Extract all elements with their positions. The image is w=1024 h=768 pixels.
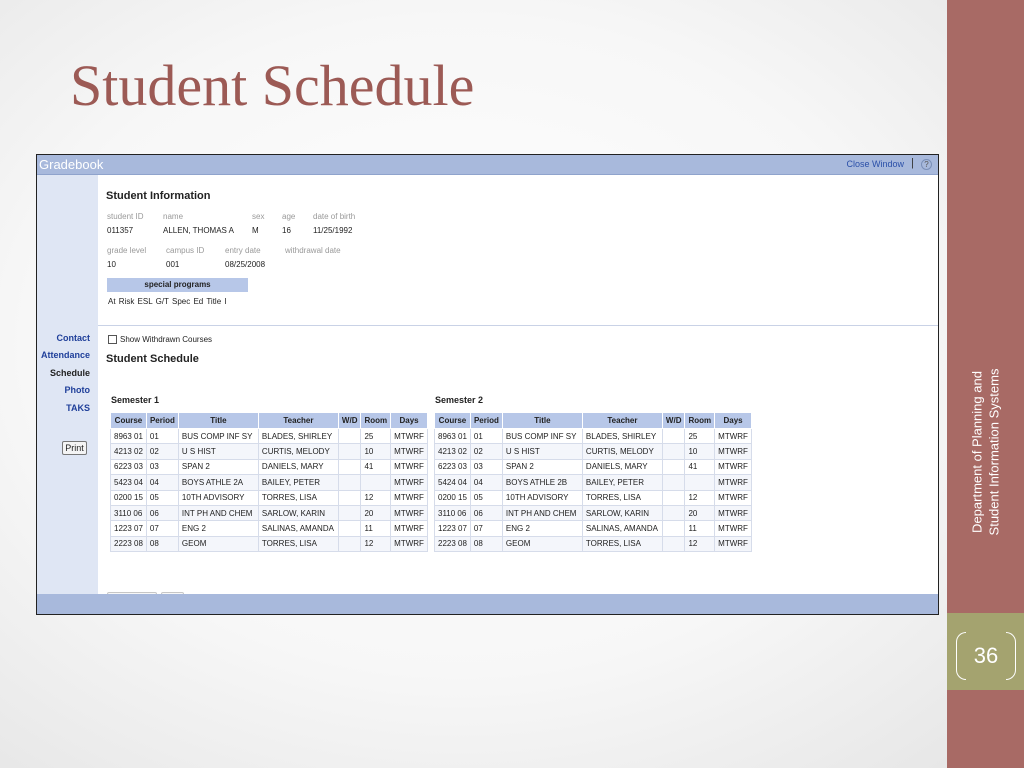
table-cell: MTWRF [715, 444, 752, 459]
table-cell: 20 [361, 505, 391, 520]
table-cell: MTWRF [391, 536, 428, 551]
table-row [435, 536, 752, 551]
table-cell: TORRES, LISA [582, 490, 662, 505]
student-info-heading: Student Information [106, 190, 211, 202]
table-cell: MTWRF [391, 444, 428, 459]
table-cell: 41 [361, 459, 391, 474]
table-cell: 6223 03 [111, 459, 147, 474]
table-cell: SALINAS, AMANDA [582, 521, 662, 536]
right-bracket-icon [1006, 632, 1016, 680]
page-number-badge [956, 632, 1016, 680]
table-cell: INT PH AND CHEM [502, 505, 582, 520]
header-separator: | [911, 157, 914, 169]
table-cell: 06 [146, 505, 178, 520]
table-cell: MTWRF [715, 490, 752, 505]
table-cell: DANIELS, MARY [582, 459, 662, 474]
department-line-2: Student Information Systems [986, 368, 1002, 536]
table-cell: SARLOW, KARIN [258, 505, 338, 520]
table-cell: 25 [361, 429, 391, 444]
dob-label: date of birth [313, 212, 356, 221]
table-cell: MTWRF [715, 459, 752, 474]
table-cell [662, 459, 685, 474]
table-cell: 03 [470, 459, 502, 474]
table-cell: 0200 15 [111, 490, 147, 505]
table-cell [338, 429, 361, 444]
grade-level-label: grade level [107, 246, 147, 255]
table-cell: SALINAS, AMANDA [258, 521, 338, 536]
sex-label: sex [252, 212, 265, 221]
table-cell: MTWRF [715, 429, 752, 444]
entry-date-label: entry date [225, 246, 261, 255]
table-cell: GEOM [178, 536, 258, 551]
table-cell [662, 536, 685, 551]
name-label: name [163, 212, 184, 221]
age-value: 16 [282, 226, 291, 235]
table-cell: 8963 01 [111, 429, 147, 444]
table-cell: 1223 07 [435, 521, 471, 536]
table-cell: 04 [146, 475, 178, 490]
table-cell: SARLOW, KARIN [582, 505, 662, 520]
show-withdrawn-label[interactable]: Show Withdrawn Courses [120, 335, 213, 344]
table-cell: 08 [146, 536, 178, 551]
slide-title: Student Schedule [70, 53, 475, 118]
table-row [111, 490, 428, 505]
table-row [435, 521, 752, 536]
table-cell: 5423 04 [111, 475, 147, 490]
table-row [111, 536, 428, 551]
table-cell: 11 [685, 521, 715, 536]
table-cell: MTWRF [391, 521, 428, 536]
table-cell: 08 [470, 536, 502, 551]
table-cell: TORRES, LISA [258, 536, 338, 551]
table-cell: 8963 01 [435, 429, 471, 444]
column-header-title: Title [178, 413, 258, 429]
table-row [111, 459, 428, 474]
semester-2-table [434, 412, 752, 552]
table-cell [361, 475, 391, 490]
column-header-course: Course [111, 413, 147, 429]
department-caption [955, 352, 1015, 552]
sidebar [37, 175, 98, 594]
table-cell: 4213 02 [111, 444, 147, 459]
table-cell: BAILEY, PETER [258, 475, 338, 490]
table-cell: 0200 15 [435, 490, 471, 505]
table-cell: 07 [470, 521, 502, 536]
nav-schedule[interactable]: Schedule [49, 368, 90, 378]
table-cell: 12 [685, 490, 715, 505]
column-header-course: Course [435, 413, 471, 429]
table-cell [338, 444, 361, 459]
age-label: age [282, 212, 296, 221]
gradebook-window [36, 154, 939, 615]
table-cell: 10 [361, 444, 391, 459]
table-cell: 01 [470, 429, 502, 444]
column-header-period: Period [470, 413, 502, 429]
table-cell [662, 521, 685, 536]
student-id-label: student ID [107, 212, 144, 221]
table-cell: BUS COMP INF SY [178, 429, 258, 444]
column-header-teacher: Teacher [582, 413, 662, 429]
column-header-days: Days [391, 413, 428, 429]
column-header-days: Days [715, 413, 752, 429]
table-cell: 20 [685, 505, 715, 520]
table-row [435, 429, 752, 444]
window-footer [37, 594, 939, 615]
special-programs-heading: special programs [107, 278, 248, 292]
withdrawal-date-label: withdrawal date [285, 246, 341, 255]
table-cell: MTWRF [715, 475, 752, 490]
nav-contact[interactable]: Contact [56, 333, 90, 343]
table-cell: MTWRF [715, 521, 752, 536]
table-cell [338, 490, 361, 505]
entry-date-value: 08/25/2008 [225, 260, 266, 269]
table-cell [685, 475, 715, 490]
table-row [111, 505, 428, 520]
table-cell: BOYS ATHLE 2A [178, 475, 258, 490]
show-withdrawn-checkbox[interactable] [108, 335, 117, 344]
department-line-1: Department of Planning and [969, 371, 985, 533]
table-cell: 05 [470, 490, 502, 505]
table-cell: 10 [685, 444, 715, 459]
column-header-wd: W/D [662, 413, 685, 429]
table-cell: TORRES, LISA [582, 536, 662, 551]
table-cell: 12 [685, 536, 715, 551]
column-header-room: Room [361, 413, 391, 429]
table-cell: 2223 08 [111, 536, 147, 551]
page-number: 36 [973, 643, 999, 668]
table-header-row [435, 413, 752, 429]
table-cell: U S HIST [178, 444, 258, 459]
table-row [435, 459, 752, 474]
nav-taks[interactable]: TAKS [66, 403, 90, 413]
table-cell: 04 [470, 475, 502, 490]
semester-1-table [110, 412, 428, 552]
table-cell: MTWRF [391, 459, 428, 474]
table-cell: TORRES, LISA [258, 490, 338, 505]
column-header-room: Room [685, 413, 715, 429]
table-cell: CURTIS, MELODY [582, 444, 662, 459]
table-cell: 05 [146, 490, 178, 505]
window-header [37, 155, 938, 175]
table-cell: BOYS ATHLE 2B [502, 475, 582, 490]
dob-value: 11/25/1992 [313, 226, 353, 235]
table-cell [662, 429, 685, 444]
table-cell: 6223 03 [435, 459, 471, 474]
table-row [111, 521, 428, 536]
table-cell: MTWRF [391, 475, 428, 490]
table-cell: 06 [470, 505, 502, 520]
table-cell: MTWRF [391, 429, 428, 444]
table-cell [338, 521, 361, 536]
table-cell: 4213 02 [435, 444, 471, 459]
table-cell: INT PH AND CHEM [178, 505, 258, 520]
column-header-wd: W/D [338, 413, 361, 429]
table-cell: ENG 2 [178, 521, 258, 536]
table-cell: CURTIS, MELODY [258, 444, 338, 459]
table-cell: BAILEY, PETER [582, 475, 662, 490]
table-row [111, 444, 428, 459]
table-cell: ENG 2 [502, 521, 582, 536]
table-cell: 12 [361, 536, 391, 551]
semester-1-label: Semester 1 [111, 395, 160, 405]
table-cell: 3110 06 [111, 505, 147, 520]
table-cell: SPAN 2 [502, 459, 582, 474]
table-cell: 41 [685, 459, 715, 474]
table-cell [662, 505, 685, 520]
table-cell [338, 505, 361, 520]
table-cell: BLADES, SHIRLEY [582, 429, 662, 444]
close-window-link[interactable]: Close Window [846, 159, 904, 169]
table-cell [338, 475, 361, 490]
semester-2-label: Semester 2 [435, 395, 484, 405]
campus-id-label: campus ID [166, 246, 205, 255]
grade-level-value: 10 [107, 260, 116, 269]
print-button[interactable]: Print [62, 441, 87, 455]
table-row [111, 429, 428, 444]
table-row [435, 490, 752, 505]
table-cell: 5424 04 [435, 475, 471, 490]
table-row [435, 475, 752, 490]
table-cell: 11 [361, 521, 391, 536]
column-header-title: Title [502, 413, 582, 429]
table-cell: 2223 08 [435, 536, 471, 551]
main-content [98, 175, 939, 594]
special-programs-list: At Risk ESL G/T Spec Ed Title I [108, 297, 227, 306]
help-icon[interactable]: ? [921, 159, 932, 170]
table-cell: 25 [685, 429, 715, 444]
table-cell [662, 475, 685, 490]
table-cell: 01 [146, 429, 178, 444]
column-header-teacher: Teacher [258, 413, 338, 429]
table-cell: DANIELS, MARY [258, 459, 338, 474]
student-schedule-heading: Student Schedule [106, 353, 199, 365]
table-cell [338, 536, 361, 551]
column-header-period: Period [146, 413, 178, 429]
table-cell: 3110 06 [435, 505, 471, 520]
table-cell: 02 [470, 444, 502, 459]
table-cell: 02 [146, 444, 178, 459]
table-cell: 10TH ADVISORY [178, 490, 258, 505]
table-cell: 12 [361, 490, 391, 505]
table-cell: U S HIST [502, 444, 582, 459]
table-row [111, 475, 428, 490]
table-cell: MTWRF [391, 490, 428, 505]
left-bracket-icon [956, 632, 966, 680]
table-cell [662, 444, 685, 459]
table-cell [338, 459, 361, 474]
app-name: Gradebook [39, 157, 104, 172]
sex-value: M [252, 226, 259, 235]
table-cell: BLADES, SHIRLEY [258, 429, 338, 444]
name-value: ALLEN, THOMAS A [163, 226, 234, 235]
table-header-row [111, 413, 428, 429]
nav-photo[interactable]: Photo [64, 385, 90, 395]
table-cell: 10TH ADVISORY [502, 490, 582, 505]
table-cell: GEOM [502, 536, 582, 551]
table-cell: MTWRF [391, 505, 428, 520]
table-cell: BUS COMP INF SY [502, 429, 582, 444]
table-row [435, 505, 752, 520]
student-id-value: 011357 [107, 226, 134, 235]
table-cell: 03 [146, 459, 178, 474]
table-cell: SPAN 2 [178, 459, 258, 474]
table-cell [662, 490, 685, 505]
table-cell: MTWRF [715, 505, 752, 520]
table-row [435, 444, 752, 459]
table-cell: 1223 07 [111, 521, 147, 536]
table-cell: 07 [146, 521, 178, 536]
table-cell: MTWRF [715, 536, 752, 551]
campus-id-value: 001 [166, 260, 180, 269]
nav-attendance[interactable]: Attendance [40, 350, 90, 360]
